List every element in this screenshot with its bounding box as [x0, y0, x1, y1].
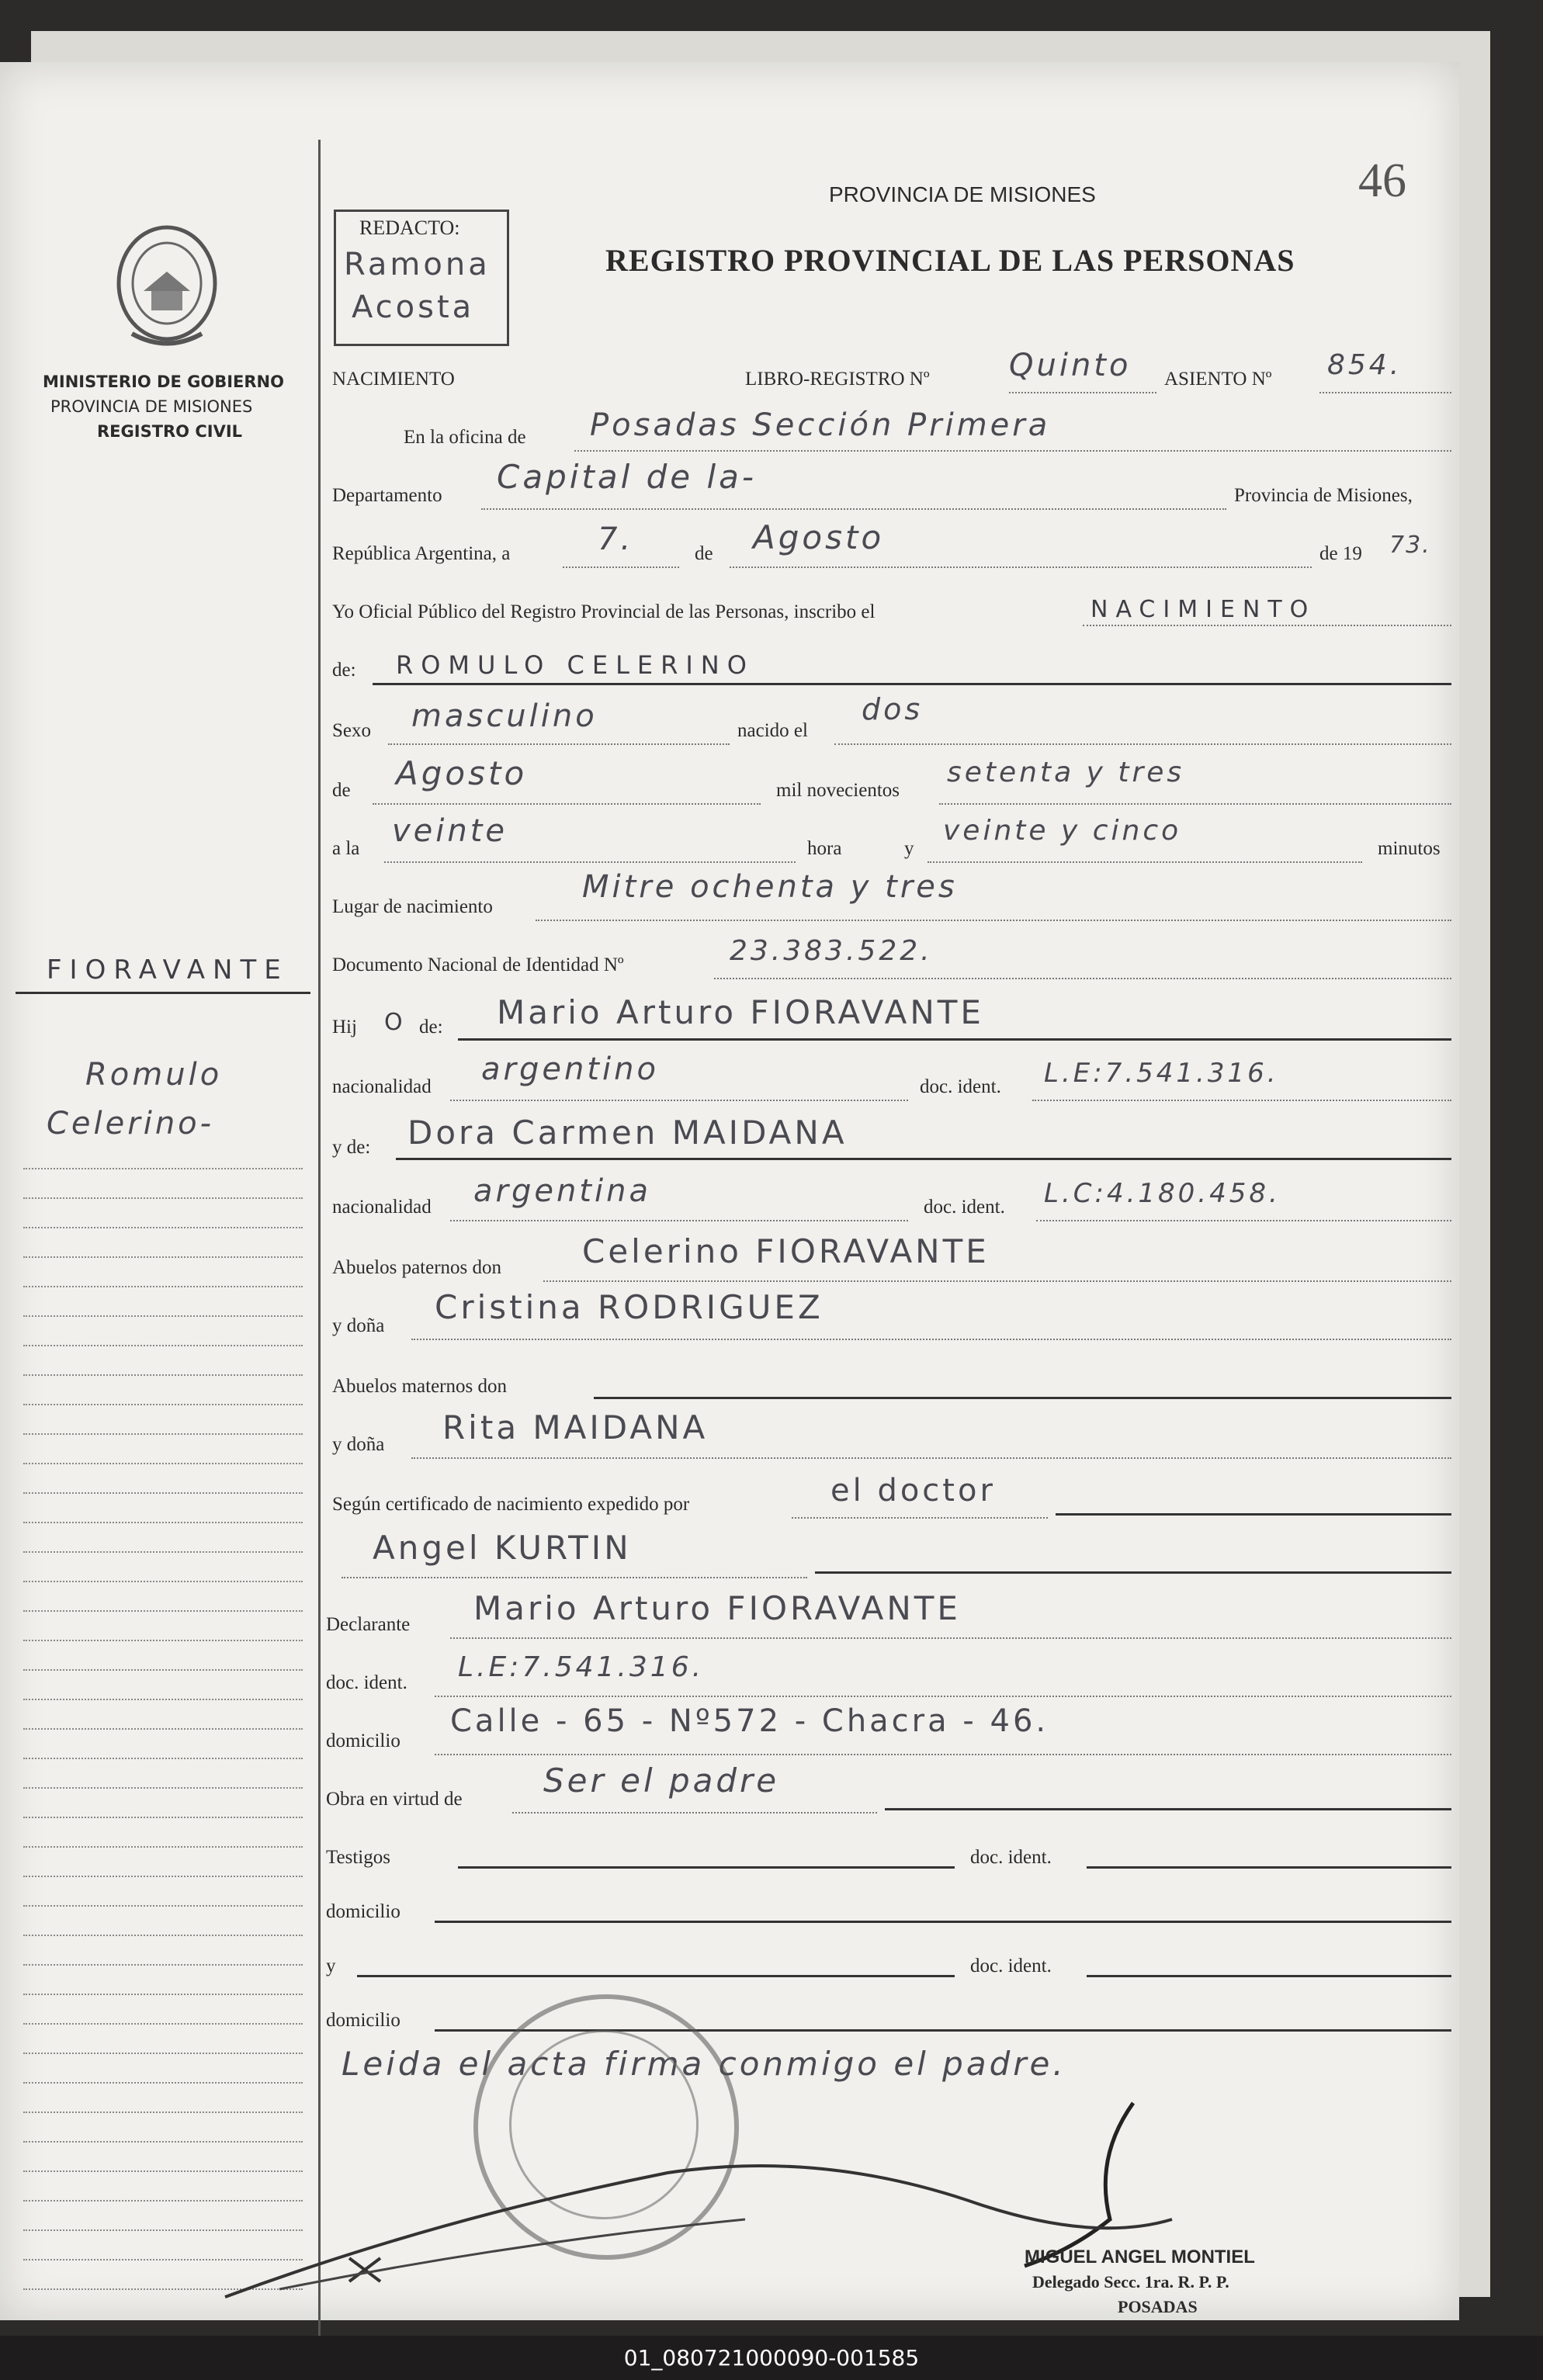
margin-ruled-line — [23, 1758, 303, 1759]
nombre-label: de: — [332, 660, 356, 681]
testigo1-domicilio-label: domicilio — [326, 1901, 400, 1922]
dni-value: 23.383.522. — [730, 935, 933, 967]
ministry-header-line2: PROVINCIA DE MISIONES — [50, 397, 253, 416]
redacto-label: REDACTO: — [359, 217, 460, 239]
signer-place: POSADAS — [1118, 2297, 1198, 2316]
dni-label: Documento Nacional de Identidad Nº — [332, 954, 624, 975]
margin-ruled-line — [23, 1168, 303, 1169]
doctor-dash — [815, 1571, 1451, 1574]
y2-label: y — [326, 1956, 336, 1976]
testigo1-doc-line — [1087, 1866, 1451, 1869]
ala-label: a la — [332, 838, 360, 859]
libro-line — [1009, 392, 1156, 393]
minutos-label: minutos — [1378, 838, 1441, 859]
margin-surname: FIORAVANTE — [47, 954, 289, 986]
nombre-line — [373, 683, 1451, 685]
margin-ruled-line — [23, 1964, 303, 1966]
obra-label: Obra en virtud de — [326, 1789, 463, 1810]
testigo2-domicilio-label: domicilio — [326, 2010, 400, 2031]
abuelo-pat-line — [543, 1280, 1451, 1282]
margin-divider — [16, 992, 310, 994]
hijo-de-label: de: — [419, 1017, 443, 1038]
margin-ruled-line — [23, 1640, 303, 1641]
testigo1-line — [458, 1866, 955, 1869]
de2-label: de — [332, 780, 351, 801]
margin-rule — [318, 140, 321, 2359]
obra-line — [512, 1812, 877, 1814]
margin-ruled-line — [23, 1551, 303, 1553]
mes2-line — [373, 803, 761, 805]
mil-line — [939, 803, 1451, 805]
doctor-value: Angel KURTIN — [373, 1529, 632, 1567]
testigo2-doc-line — [1087, 1975, 1451, 1977]
ministry-header-line1: MINISTERIO DE GOBIERNO — [43, 372, 284, 391]
margin-ruled-line — [23, 1492, 303, 1494]
de-label: de — [695, 543, 713, 564]
redacto-name-1: Ramona — [344, 247, 491, 282]
margin-ruled-line — [23, 1227, 303, 1228]
margin-ruled-line — [23, 1610, 303, 1612]
signer-title: Delegado Secc. 1ra. R. P. P. — [1032, 2272, 1229, 2292]
padre-value: Mario Arturo FIORAVANTE — [497, 993, 984, 1031]
margin-ruled-line — [23, 1669, 303, 1671]
madre-label: y de: — [332, 1137, 371, 1158]
declarante-label: Declarante — [326, 1614, 411, 1635]
madre-nac-value: argentina — [473, 1173, 651, 1209]
testigo2-line — [357, 1975, 955, 1977]
margin-ruled-line — [23, 1994, 303, 1995]
madre-value: Dora Carmen MAIDANA — [407, 1114, 848, 1152]
mil-value: setenta y tres — [947, 757, 1185, 788]
asiento-line — [1319, 392, 1451, 393]
departamento-label: Departamento — [332, 485, 442, 506]
madre-nac-label: nacionalidad — [332, 1197, 432, 1218]
anio-value: 73. — [1389, 532, 1431, 559]
obra-value: Ser el padre — [543, 1762, 780, 1800]
decl-doc-value: L.E:7.541.316. — [458, 1651, 705, 1683]
dni-line — [714, 978, 1451, 979]
page-number: 46 — [1358, 154, 1406, 207]
abuela-pat-label: y doña — [332, 1315, 385, 1336]
nacido-value: dos — [862, 692, 924, 726]
lugar-label: Lugar de nacimiento — [332, 896, 493, 917]
oficina-line — [574, 450, 1451, 452]
margin-ruled-line — [23, 1846, 303, 1848]
document-page — [0, 62, 1459, 2320]
oficina-label: En la oficina de — [404, 427, 526, 448]
sexo-label: Sexo — [332, 720, 371, 741]
departamento-value: Capital de la- — [497, 458, 758, 496]
margin-ruled-line — [23, 1728, 303, 1730]
madre-doc-line — [1036, 1220, 1451, 1221]
margin-ruled-line — [23, 1404, 303, 1405]
minutos-value: veinte y cinco — [943, 815, 1182, 847]
libro-value: Quinto — [1009, 348, 1132, 383]
certificado-value: el doctor — [830, 1473, 996, 1509]
hora-value: veinte — [392, 813, 508, 849]
madre-nac-line — [450, 1220, 908, 1221]
certificado-label: Según certificado de nacimiento expedido por — [332, 1494, 690, 1515]
hijo-suffix: O — [384, 1009, 411, 1036]
margin-ruled-line — [23, 1581, 303, 1582]
declarante-line — [450, 1637, 1451, 1639]
dia-line — [563, 566, 679, 568]
testigo2-docident-label: doc. ident. — [970, 1956, 1052, 1976]
padre-nac-line — [450, 1100, 908, 1101]
redacto-box — [334, 210, 509, 346]
obra-dash — [885, 1808, 1451, 1810]
certificado-line — [792, 1517, 1048, 1519]
padre-nac-label: nacionalidad — [332, 1076, 432, 1097]
nacido-line — [834, 743, 1451, 745]
domicilio-line — [435, 1754, 1451, 1755]
provincial-crest-icon — [109, 217, 225, 349]
margin-ruled-line — [23, 1345, 303, 1346]
hora-line — [384, 861, 796, 863]
margin-given-name-1: Romulo — [85, 1057, 223, 1093]
certificado-dash — [1056, 1513, 1451, 1516]
provincia-label: Provincia de Misiones, — [1234, 485, 1413, 506]
sexo-value: masculino — [411, 698, 598, 734]
mil-label: mil novecientos — [776, 780, 900, 801]
mes-line — [730, 566, 1312, 568]
abuela-mat-line — [411, 1457, 1451, 1459]
republica-label: República Argentina, a — [332, 543, 511, 564]
declarante-value: Mario Arturo FIORAVANTE — [473, 1589, 961, 1627]
decl-doc-line — [435, 1696, 1451, 1697]
margin-ruled-line — [23, 1286, 303, 1287]
footer-code: 01_080721000090-001585 — [0, 2336, 1543, 2380]
asiento-label: ASIENTO Nº — [1164, 369, 1272, 390]
madre-docident-label: doc. ident. — [924, 1197, 1005, 1218]
province-heading: PROVINCIA DE MISIONES — [829, 182, 1096, 206]
anio-label: de 19 — [1319, 543, 1362, 564]
margin-ruled-line — [23, 1905, 303, 1907]
signer-name: MIGUEL ANGEL MONTIEL — [1025, 2247, 1255, 2267]
margin-ruled-line — [23, 1315, 303, 1317]
abuela-mat-value: Rita MAIDANA — [442, 1408, 709, 1446]
padre-docident-label: doc. ident. — [920, 1076, 1001, 1097]
margin-ruled-line — [23, 1463, 303, 1464]
libro-label: LIBRO-REGISTRO Nº — [745, 369, 930, 390]
testigo1-domicilio-line — [435, 1921, 1451, 1923]
departamento-line — [481, 508, 1226, 510]
abuela-mat-label: y doña — [332, 1434, 385, 1455]
margin-ruled-line — [23, 2053, 303, 2054]
asiento-value: 854. — [1327, 349, 1403, 381]
margin-ruled-line — [23, 1522, 303, 1523]
margin-ruled-line — [23, 1876, 303, 1877]
lugar-value: Mitre ochenta y tres — [582, 869, 958, 905]
abuela-pat-value: Cristina RODRIGUEZ — [435, 1288, 824, 1326]
margin-ruled-line — [23, 1817, 303, 1818]
padre-nac-value: argentino — [481, 1051, 659, 1087]
abuela-pat-line — [411, 1339, 1451, 1340]
oficina-value: Posadas Sección Primera — [590, 407, 1051, 443]
decl-docident-label: doc. ident. — [326, 1672, 407, 1693]
abuelo-pat-value: Celerino FIORAVANTE — [582, 1232, 990, 1270]
abuelos-mat-label: Abuelos maternos don — [332, 1376, 507, 1397]
doctor-line — [342, 1577, 807, 1578]
margin-ruled-line — [23, 1699, 303, 1700]
margin-ruled-line — [23, 1256, 303, 1258]
mes2-value: Agosto — [396, 754, 528, 792]
registry-heading: REGISTRO PROVINCIAL DE LAS PERSONAS — [605, 243, 1295, 278]
nacido-label: nacido el — [737, 720, 808, 741]
redacto-name-2: Acosta — [352, 289, 475, 325]
y-label: y — [904, 838, 914, 859]
madre-line — [396, 1158, 1451, 1160]
mes-value: Agosto — [753, 518, 885, 556]
margin-given-name-2: Celerino- — [47, 1106, 215, 1141]
testigos-label: Testigos — [326, 1847, 390, 1868]
minutos-line — [928, 861, 1362, 863]
abuelo-mat-line — [594, 1397, 1451, 1399]
margin-ruled-line — [23, 1433, 303, 1435]
domicilio-value: Calle - 65 - Nº572 - Chacra - 46. — [450, 1703, 1049, 1739]
oficial-line — [1083, 625, 1451, 626]
margin-ruled-line — [23, 1374, 303, 1376]
hora-label: hora — [807, 838, 842, 859]
hijo-label: Hij — [332, 1017, 357, 1038]
margin-ruled-line — [23, 1935, 303, 1936]
domicilio-label: domicilio — [326, 1730, 400, 1751]
testigo1-docident-label: doc. ident. — [970, 1847, 1052, 1868]
margin-ruled-line — [23, 1197, 303, 1199]
abuelos-pat-label: Abuelos paternos don — [332, 1257, 502, 1278]
margin-ruled-line — [23, 2023, 303, 2025]
padre-line — [458, 1038, 1451, 1041]
padre-doc-line — [1032, 1100, 1451, 1101]
oficial-label: Yo Oficial Público del Registro Provincial de las Personas, inscribo el — [332, 601, 876, 622]
form-type: NACIMIENTO — [332, 369, 455, 390]
closing-statement: Leida el acta firma conmigo el padre. — [342, 2045, 1066, 2083]
oficial-value: NACIMIENTO — [1091, 596, 1316, 623]
sexo-line — [388, 743, 730, 745]
dia-value: 7. — [598, 521, 634, 557]
ministry-header-line3: REGISTRO CIVIL — [97, 422, 243, 441]
madre-doc-value: L.C:4.180.458. — [1044, 1178, 1281, 1209]
nombre-value: ROMULO CELERINO — [396, 650, 754, 680]
margin-ruled-line — [23, 1787, 303, 1789]
padre-doc-value: L.E:7.541.316. — [1044, 1058, 1279, 1089]
lugar-line — [536, 920, 1451, 921]
